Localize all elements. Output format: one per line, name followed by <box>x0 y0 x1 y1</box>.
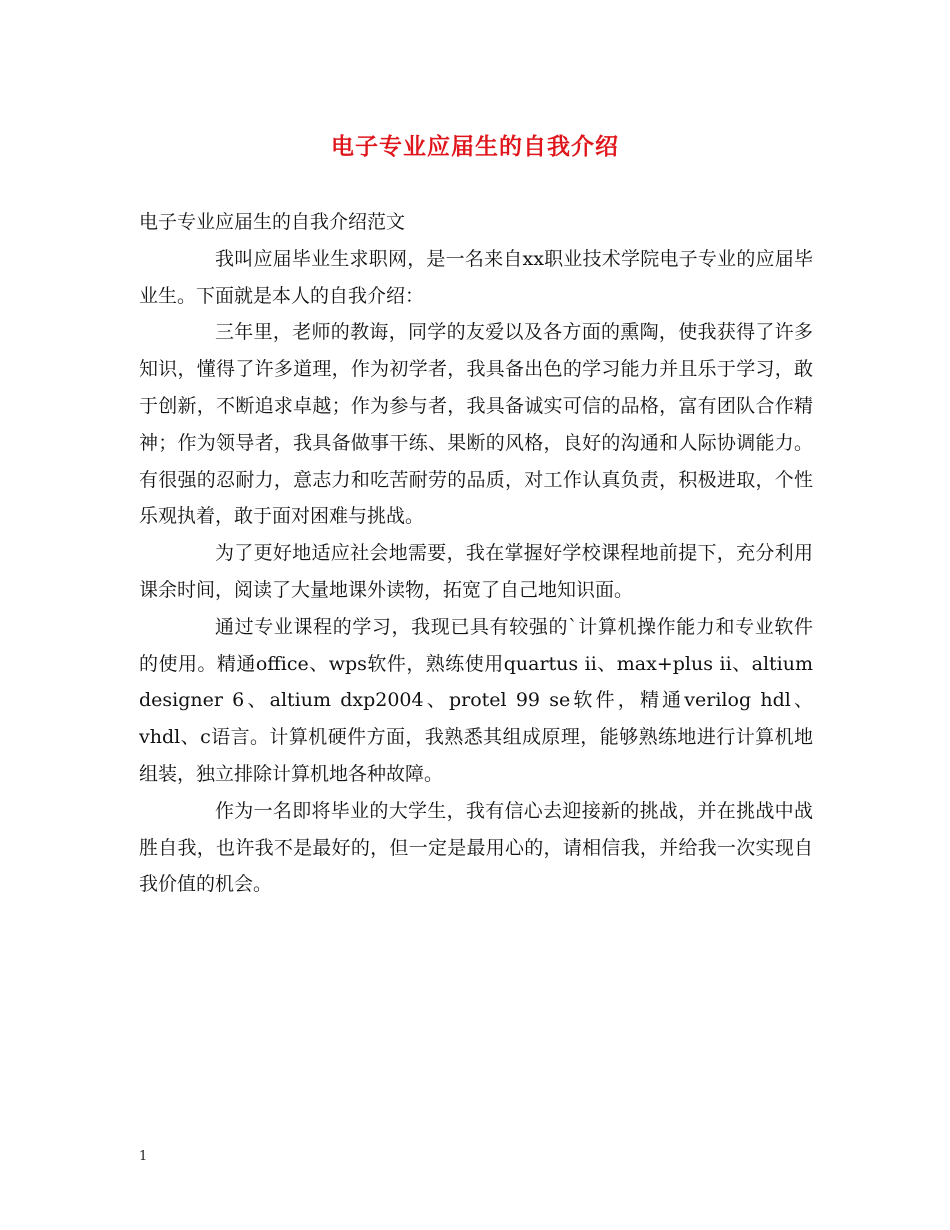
paragraph-learning: 为了更好地适应社会地需要，我在掌握好学校课程地前提下，充分利用课余时间，阅读了大量地课外读物，拓宽了自己地知识面。 <box>139 542 813 601</box>
document-subtitle: 电子专业应届生的自我介绍范文 <box>139 211 406 233</box>
document-body <box>139 204 813 903</box>
paragraph-closing: 作为一名即将毕业的大学生，我有信心去迎接新的挑战，并在挑战中战胜自我，也许我不是最好的，但一定是最用心的，请相信我，并给我一次实现自我价值的机会。 <box>139 799 813 896</box>
page-number: 1 <box>139 1149 148 1164</box>
paragraph-intro: 我叫应届毕业生求职网，是一名来自xx职业技术学院电子专业的应届毕业生。下面就是本人的自我介绍： <box>139 247 813 307</box>
paragraph-skills: 通过专业课程的学习，我现已具有较强的`计算机操作能力和专业软件的使用。精通office、wps软件，熟练使用quartus ii、max+plus ii、altium designer 6、altium dxp2004、protel 99 se软件，精通verilog hdl、vhdl、c语言。计算机硬件方面，我熟悉其组成原理，能够熟练地进行计算机地组装，独立排除计算机地各种故障。 <box>139 615 813 785</box>
paragraph-qualities: 三年里，老师的教诲，同学的友爱以及各方面的熏陶，使我获得了许多知识，懂得了许多道理，作为初学者，我具备出色的学习能力并且乐于学习，敢于创新，不断追求卓越；作为参与者，我具备诚实可信的品格，富有团队合作精神；作为领导者，我具备做事干练、果断的风格，良好的沟通和人际协调能力。有很强的忍耐力，意志力和吃苦耐劳的品质，对工作认真负责，积极进取，个性乐观执着，敢于面对困难与挑战。 <box>139 321 813 528</box>
document-title: 电子专业应届生的自我介绍 <box>331 133 619 160</box>
